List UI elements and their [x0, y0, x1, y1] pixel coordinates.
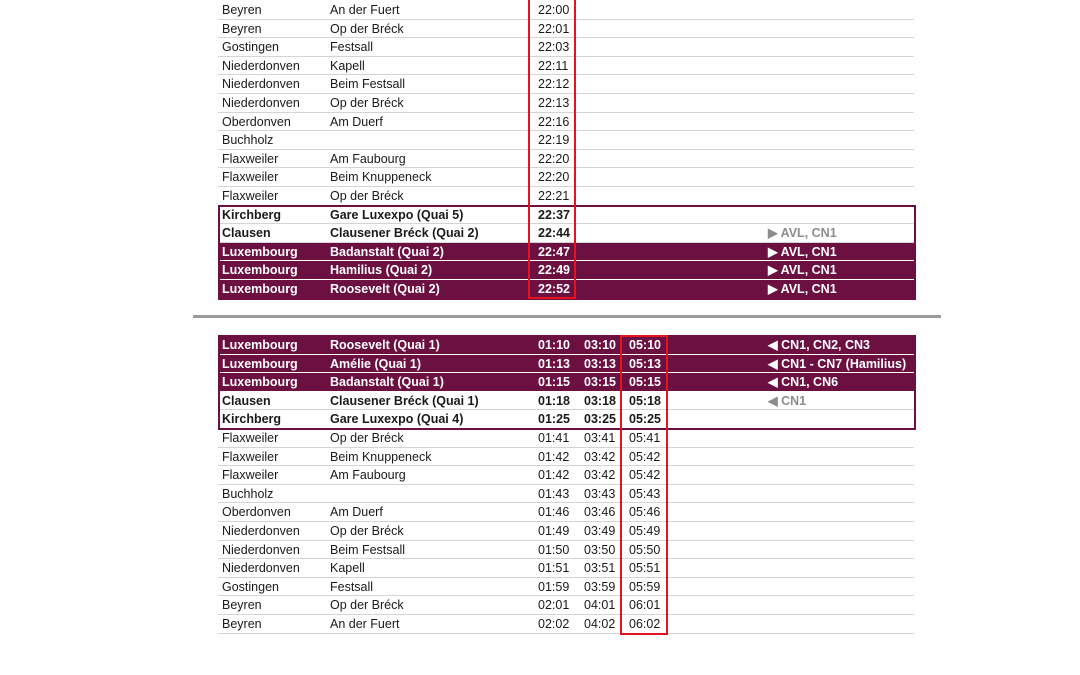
time-cell-1: 01:46 — [538, 505, 570, 520]
table-row — [218, 224, 914, 243]
table-row — [218, 596, 914, 615]
stop-cell: Op der Bréck — [330, 523, 404, 538]
stop-cell: Gare Luxexpo (Quai 4) — [330, 412, 464, 427]
time-cell-3: 05:42 — [629, 468, 661, 483]
time-cell-2: 03:49 — [584, 523, 616, 538]
table-row — [218, 373, 914, 392]
time-cell-1: 01:25 — [538, 412, 570, 427]
table-row — [218, 522, 914, 541]
stop-cell: Gare Luxexpo (Quai 5) — [330, 207, 464, 222]
time-cell-1: 01:51 — [538, 561, 570, 576]
town-cell: Luxembourg — [222, 338, 298, 352]
time-cell-1: 02:02 — [538, 616, 570, 631]
time-cell-1: 01:41 — [538, 430, 570, 445]
town-cell: Oberdonven — [222, 114, 291, 129]
time-cell-2: 03:43 — [584, 486, 616, 501]
table-row — [218, 38, 914, 57]
time-cell: 22:47 — [538, 244, 570, 259]
time-cell-1: 01:10 — [538, 338, 570, 352]
table-row — [218, 131, 914, 150]
town-cell: Beyren — [222, 616, 262, 631]
time-cell-2: 03:13 — [584, 356, 616, 371]
town-cell: Kirchberg — [222, 412, 282, 427]
time-cell-2: 03:46 — [584, 505, 616, 520]
time-cell-2: 03:51 — [584, 561, 616, 576]
town-cell: Niederdonven — [222, 95, 300, 110]
stop-cell: Op der Bréck — [330, 188, 404, 203]
time-cell-2: 03:59 — [584, 579, 616, 594]
time-cell-1: 01:42 — [538, 468, 570, 483]
connection-cell: ▶ AVL, CN1 — [768, 226, 837, 241]
stop-cell: Clausener Bréck (Quai 1) — [330, 393, 479, 408]
stop-cell: Am Faubourg — [330, 151, 406, 166]
connection-cell: ◀ CN1 — [768, 393, 807, 408]
town-cell: Niederdonven — [222, 523, 300, 538]
connection-cell: ◀ CN1 - CN7 (Hamilius) — [768, 356, 907, 371]
time-cell-1: 01:43 — [538, 486, 570, 501]
time-cell: 22:52 — [538, 281, 570, 296]
table-row — [218, 410, 914, 429]
stop-cell: An der Fuert — [330, 616, 400, 631]
town-cell: Luxembourg — [222, 263, 298, 278]
time-cell: 22:49 — [538, 263, 570, 278]
time-cell: 22:20 — [538, 151, 570, 166]
table-row — [218, 206, 914, 225]
town-cell: Beyren — [222, 3, 262, 17]
stop-cell: Roosevelt (Quai 1) — [330, 338, 440, 352]
stop-cell: Hamilius (Quai 2) — [330, 263, 433, 278]
connection-cell: ◀ CN1, CN6 — [768, 375, 839, 390]
time-cell: 22:37 — [538, 207, 570, 222]
stop-cell: Festsall — [330, 40, 374, 55]
table-row — [218, 1, 914, 20]
town-cell: Buchholz — [222, 486, 274, 501]
time-cell-2: 03:42 — [584, 468, 616, 483]
time-cell: 22:44 — [538, 226, 570, 241]
stop-cell: Am Duerf — [330, 505, 383, 520]
town-cell: Luxembourg — [222, 375, 298, 390]
time-cell-1: 01:42 — [538, 449, 570, 464]
table-row — [218, 75, 914, 94]
table-row — [218, 615, 914, 634]
table-row — [218, 280, 914, 299]
time-cell-1: 01:50 — [538, 542, 570, 557]
stop-cell: Beim Festsall — [330, 542, 406, 557]
town-cell: Luxembourg — [222, 356, 298, 371]
stop-cell: Am Faubourg — [330, 468, 406, 483]
table-row — [218, 168, 914, 187]
stop-cell: Am Duerf — [330, 114, 383, 129]
town-cell: Clausen — [222, 226, 271, 241]
time-cell-3: 05:41 — [629, 430, 661, 445]
table-row — [218, 336, 914, 355]
town-cell: Niederdonven — [222, 542, 300, 557]
connection-cell: ▶ AVL, CN1 — [768, 263, 837, 278]
time-cell-2: 03:41 — [584, 430, 616, 445]
table-row — [218, 113, 914, 132]
table-row — [218, 559, 914, 578]
time-cell: 22:16 — [538, 114, 570, 129]
time-cell: 22:11 — [538, 58, 569, 73]
time-cell: 22:12 — [538, 77, 570, 92]
town-cell: Beyren — [222, 598, 262, 613]
section-divider — [193, 315, 941, 318]
time-cell-2: 04:02 — [584, 616, 616, 631]
stop-cell: Kapell — [330, 58, 365, 73]
time-cell-3: 05:15 — [629, 375, 661, 390]
connection-cell: ▶ AVL, CN1 — [768, 281, 837, 296]
town-cell: Niederdonven — [222, 561, 300, 576]
lower-timetable — [218, 336, 914, 634]
town-cell: Gostingen — [222, 40, 279, 55]
table-row — [218, 261, 914, 280]
table-row — [218, 392, 914, 411]
connection-cell: ▶ AVL, CN1 — [768, 244, 837, 259]
time-cell-3: 05:43 — [629, 486, 661, 501]
table-row — [218, 243, 914, 262]
time-cell-1: 01:18 — [538, 393, 570, 408]
table-row — [218, 503, 914, 522]
town-cell: Flaxweiler — [222, 449, 279, 464]
table-row — [218, 187, 914, 206]
table-row — [218, 20, 914, 39]
time-cell-1: 01:49 — [538, 523, 570, 538]
time-cell-3: 05:51 — [629, 561, 661, 576]
stop-cell: Clausener Bréck (Quai 2) — [330, 226, 479, 241]
time-cell-2: 03:10 — [584, 338, 616, 352]
time-cell-2: 03:42 — [584, 449, 616, 464]
stop-cell: Op der Bréck — [330, 21, 404, 36]
town-cell: Flaxweiler — [222, 151, 279, 166]
time-cell: 22:00 — [538, 3, 570, 17]
town-cell: Flaxweiler — [222, 430, 279, 445]
stop-cell: Badanstalt (Quai 2) — [330, 244, 444, 259]
time-cell-3: 05:13 — [629, 356, 661, 371]
time-cell-2: 03:15 — [584, 375, 616, 390]
table-row — [218, 150, 914, 169]
stop-cell: Amélie (Quai 1) — [330, 356, 421, 371]
stop-cell: Roosevelt (Quai 2) — [330, 281, 440, 296]
time-cell-2: 03:18 — [584, 393, 616, 408]
time-cell: 22:19 — [538, 133, 570, 148]
table-row — [218, 485, 914, 504]
stop-cell: Beim Festsall — [330, 77, 406, 92]
time-cell-2: 03:50 — [584, 542, 616, 557]
time-cell-1: 01:13 — [538, 356, 570, 371]
stop-cell: Beim Knuppeneck — [330, 170, 432, 185]
table-row — [218, 466, 914, 485]
town-cell: Luxembourg — [222, 281, 298, 296]
stop-cell: Kapell — [330, 561, 365, 576]
time-cell: 22:01 — [538, 21, 570, 36]
stop-cell: Op der Bréck — [330, 430, 404, 445]
town-cell: Flaxweiler — [222, 188, 279, 203]
town-cell: Niederdonven — [222, 58, 300, 73]
stop-cell: Op der Bréck — [330, 598, 404, 613]
time-cell-3: 05:42 — [629, 449, 661, 464]
time-cell: 22:20 — [538, 170, 570, 185]
town-cell: Oberdonven — [222, 505, 291, 520]
time-cell-3: 05:25 — [629, 412, 661, 427]
table-row — [218, 355, 914, 374]
time-cell-3: 05:59 — [629, 579, 661, 594]
connection-cell: ◀ CN1, CN2, CN3 — [768, 338, 870, 352]
town-cell: Flaxweiler — [222, 468, 279, 483]
table-row — [218, 541, 914, 560]
stop-cell: Beim Knuppeneck — [330, 449, 432, 464]
upper-timetable — [218, 1, 914, 299]
time-cell-3: 05:10 — [629, 338, 661, 352]
time-cell-3: 05:46 — [629, 505, 661, 520]
time-cell-3: 05:18 — [629, 393, 661, 408]
town-cell: Beyren — [222, 21, 262, 36]
town-cell: Flaxweiler — [222, 170, 279, 185]
table-row — [218, 448, 914, 467]
town-cell: Gostingen — [222, 579, 279, 594]
table-row — [218, 578, 914, 597]
time-cell: 22:13 — [538, 95, 570, 110]
town-cell: Clausen — [222, 393, 271, 408]
stop-cell: Festsall — [330, 579, 374, 594]
time-cell: 22:03 — [538, 40, 570, 55]
town-cell: Niederdonven — [222, 77, 300, 92]
time-cell-2: 04:01 — [584, 598, 616, 613]
table-row — [218, 57, 914, 76]
stop-cell: An der Fuert — [330, 3, 400, 17]
time-cell: 22:21 — [538, 188, 570, 203]
time-cell-2: 03:25 — [584, 412, 616, 427]
time-cell-3: 05:50 — [629, 542, 661, 557]
stop-cell: Badanstalt (Quai 1) — [330, 375, 444, 390]
time-cell-3: 06:01 — [629, 598, 661, 613]
stop-cell: Op der Bréck — [330, 95, 404, 110]
time-cell-1: 01:59 — [538, 579, 570, 594]
town-cell: Luxembourg — [222, 244, 298, 259]
time-cell-1: 01:15 — [538, 375, 570, 390]
town-cell: Kirchberg — [222, 207, 282, 222]
town-cell: Buchholz — [222, 133, 274, 148]
time-cell-3: 05:49 — [629, 523, 661, 538]
time-cell-1: 02:01 — [538, 598, 570, 613]
table-row — [218, 429, 914, 448]
table-row — [218, 94, 914, 113]
time-cell-3: 06:02 — [629, 616, 661, 631]
